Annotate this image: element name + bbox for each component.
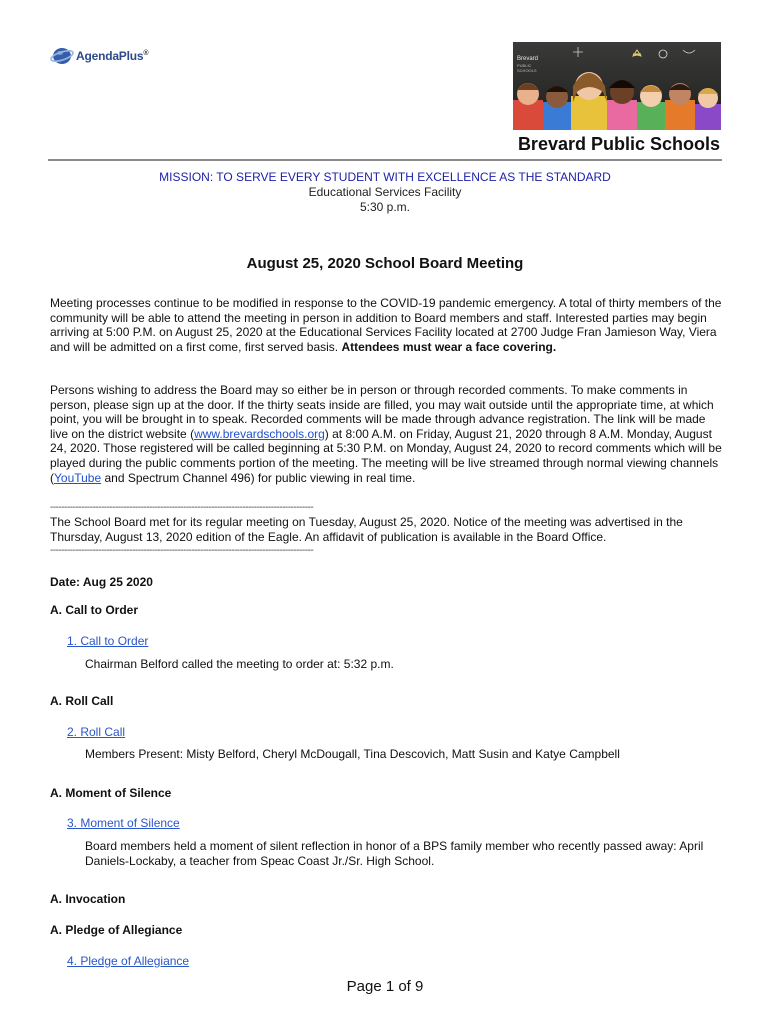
svg-text:Brevard: Brevard: [517, 56, 539, 62]
section-invocation: A. Invocation: [50, 892, 126, 906]
agenda-item-roll-call-link[interactable]: 2. Roll Call: [67, 725, 126, 739]
mission-statement: MISSION: TO SERVE EVERY STUDENT WITH EXCELLENCE AS THE STANDARD: [159, 170, 611, 184]
logo-text: AgendaPlus®: [76, 49, 149, 63]
dashed-divider-top: ---------------------------------------------------------------------------------------------: [50, 503, 314, 513]
meeting-time: 5:30 p.m.: [359, 200, 411, 214]
meeting-title: August 25, 2020 School Board Meeting: [246, 255, 524, 272]
organization-name: Brevard Public Schools: [517, 134, 720, 154]
header-divider: [48, 159, 722, 161]
covid-notice-text: Meeting processes continue to be modified in response to the COVID-19 pandemic emergency. A total of thirty members of the community will be able to attend the meeting in person in addition to Board members and staff. Interested parties may begin arriving at 5:00 P.M. on August 25, 2020 at the Educational Services Facility located at 2700 Judge Fran Jamieson Way, Viera and will be admitted on a first come, first served basis.: [50, 296, 722, 354]
section-call-to-order: A. Call to Order: [50, 603, 139, 617]
roll-call-minutes: Members Present: Misty Belford, Cheryl McDougall, Tina Descovich, Matt Susin and Katye Campbell: [85, 747, 620, 761]
page-number: Page 1 of 9: [346, 978, 424, 995]
call-to-order-minutes: Chairman Belford called the meeting to order at: 5:32 p.m.: [85, 657, 394, 671]
globe-logo-icon: [50, 46, 74, 66]
public-comment-paragraph: [50, 383, 725, 485]
section-pledge-of-allegiance: A. Pledge of Allegiance: [50, 923, 183, 937]
youtube-link[interactable]: YouTube: [54, 470, 102, 485]
dashed-divider-bottom: ---------------------------------------------------------------------------------------------: [50, 546, 314, 556]
face-covering-notice: Attendees must wear a face covering.: [341, 339, 557, 354]
district-website-link[interactable]: www.brevardschools.org: [194, 426, 325, 441]
facility-name: Educational Services Facility: [308, 185, 462, 199]
header-photo-children: [513, 42, 721, 130]
agenda-item-call-to-order-link[interactable]: 1. Call to Order: [67, 634, 149, 648]
regular-meeting-paragraph: The School Board met for its regular meeting on Tuesday, August 25, 2020. Notice of the meeting was advertised in the Thursday, August 13, 2020 edition of the Eagle. An affidavit of publication is available in the Board Office.: [50, 515, 683, 544]
svg-text:PUBLIC: PUBLIC: [517, 63, 532, 68]
agenda-item-pledge-link[interactable]: 4. Pledge of Allegiance: [67, 954, 190, 968]
public-comment-text: Persons wishing to address the Board may so either be in person or through recorded comments. To make comments in person, please sign up at the door. If the thirty seats inside are filled, you may wait outside until the appropriate time, at which point, you will be brought in to speak. Recorded comments will be made through advance registration. The link will be made live on the district website (: [50, 383, 714, 441]
section-roll-call: A. Roll Call: [50, 694, 114, 708]
svg-text:SCHOOLS: SCHOOLS: [517, 68, 537, 73]
section-moment-of-silence: A. Moment of Silence: [50, 786, 172, 800]
covid-notice-paragraph: [50, 296, 725, 354]
agenda-item-moment-of-silence-link[interactable]: 3. Moment of Silence: [67, 816, 180, 830]
moment-of-silence-minutes: Board members held a moment of silent reflection in honor of a BPS family member who recently passed away: April Daniels-Lockaby, a teacher from Speac Coast Jr./Sr. High School.: [85, 839, 704, 868]
public-comment-text-end: and Spectrum Channel 496) for public viewing in real time.: [101, 470, 416, 485]
agendaplus-logo: [50, 44, 148, 68]
public-comment-text-continued: ) at 8:00 A.M. on Friday, August 21, 2020 through 8 A.M. Monday, August 24, 2020. Those registered will be called beginning at 5:30 P.M. on Monday, August 24, 2020 to record comments which will be played during the public comments portion of the meeting. The meeting will be live streamed through normal viewing channels (: [50, 426, 722, 485]
meeting-date: Date: Aug 25 2020: [50, 575, 153, 589]
